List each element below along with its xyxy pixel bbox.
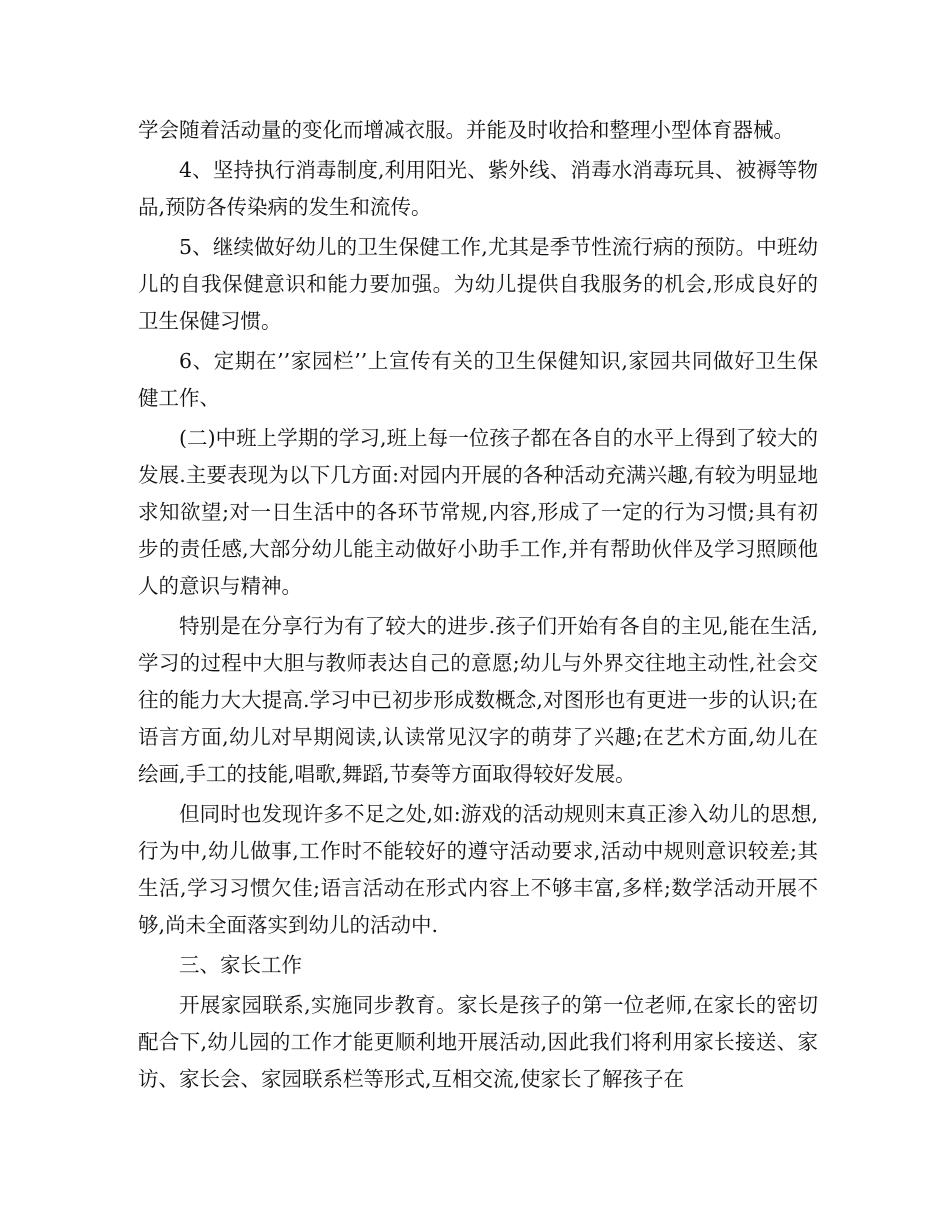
paragraph-7: 但同时也发现许多不足之处,如:游戏的活动规则末真正渗入幼儿的思想,行为中,幼儿做事,工作时不能较好的遵守活动要求,活动中规则意识较差;其生活,学习习惯欠佳;语言活动在形式内容上不够丰富,多样;数学活动开展不够,尚未全面落实到幼儿的活动中.	[138, 802, 818, 937]
section-heading: 三、家长工作	[179, 953, 302, 977]
document-body	[138, 112, 818, 1101]
paragraph-1: 学会随着活动量的变化而增减衣服。并能及时收拾和整理小型体育器械。	[138, 118, 794, 142]
paragraph-4: 6、定期在’’家园栏’’上宣传有关的卫生保健知识,家园共同做好卫生保健工作、	[138, 349, 818, 410]
paragraph-8: 开展家园联系,实施同步教育。家长是孩子的第一位老师,在家长的密切配合下,幼儿园的工作才能更顺利地开展活动,因此我们将利用家长接送、家访、家长会、家园联系栏等形式,互相交流,使家长了解孩子在	[138, 993, 818, 1091]
paragraph-2: 4、坚持执行消毒制度,利用阳光、紫外线、消毒水消毒玩具、被褥等物品,预防各传染病的发生和流传。	[138, 158, 818, 219]
paragraph-3: 5、继续做好幼儿的卫生保健工作,尤其是季节性流行病的预防。中班幼儿的自我保健意识和能力要加强。为幼儿提供自我服务的机会,形成良好的卫生保健习惯。	[138, 235, 818, 333]
paragraph-5: (二)中班上学期的学习,班上每一位孩子都在各自的水平上得到了较大的发展.主要表现为以下几方面:对园内开展的各种活动充满兴趣,有较为明显地求知欲望;对一日生活中的各环节常规,内容,形成了一定的行为习惯;具有初步的责任感,大部分幼儿能主动做好小助手工作,并有帮助伙伴及学习照顾他人的意识与精神。	[138, 426, 818, 598]
paragraph-6: 特别是在分享行为有了较大的进步.孩子们开始有各自的主见,能在生活,学习的过程中大胆与教师表达自己的意愿;幼儿与外界交往地主动性,社会交往的能力大大提高.学习中已初步形成数概念,对图形也有更进一步的认识;在语言方面,幼儿对早期阅读,认读常见汉字的萌芽了兴趣;在艺术方面,幼儿在绘画,手工的技能,唱歌,舞蹈,节奏等方面取得较好发展。	[138, 614, 818, 786]
